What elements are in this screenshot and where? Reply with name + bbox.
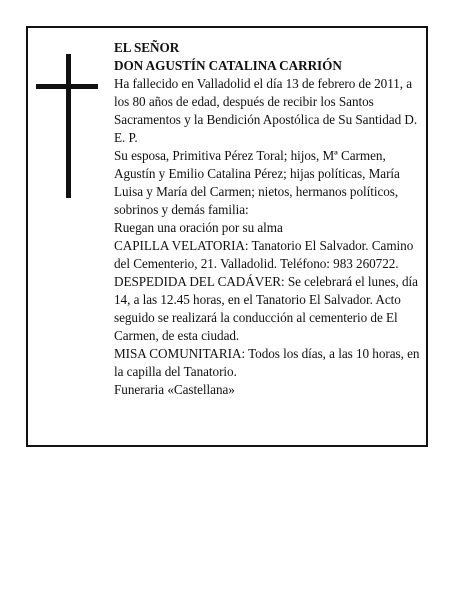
family-paragraph: Su esposa, Primitiva Pérez Toral; hijos, Mª Carmen, Agustín y Emilio Catalina Pérez; hijas políticas, María Luisa y María del Carmen; nietos, hermanos políticos, sobrinos y demás familia: (114, 148, 400, 217)
wake-location-paragraph: CAPILLA VELATORIA: Tanatorio El Salvador. Camino del Cementerio, 21. Valladolid. Teléfono: 983 260722. (114, 238, 414, 271)
latin-cross-icon (36, 54, 98, 198)
obituary-text (114, 39, 422, 399)
mass-paragraph: MISA COMUNITARIA: Todos los días, a las 10 horas, en la capilla del Tanatorio. (114, 346, 420, 379)
prayer-request-paragraph: Ruegan una oración por su alma (114, 220, 283, 235)
funeral-home-paragraph: Funeraria «Castellana» (114, 382, 235, 397)
deceased-name: DON AGUSTÍN CATALINA CARRIÓN (114, 58, 342, 73)
cross-horizontal-bar (36, 84, 98, 89)
deceased-title: EL SEÑOR (114, 40, 180, 55)
cross-vertical-bar (66, 54, 71, 198)
farewell-paragraph: DESPEDIDA DEL CADÁVER: Se celebrará el lunes, día 14, a las 12.45 horas, en el Tanatorio El Salvador. Acto seguido se realizará la conducción al cementerio de El Carmen, de esta ciudad. (114, 274, 418, 343)
death-announcement-paragraph: Ha fallecido en Valladolid el día 13 de febrero de 2011, a los 80 años de edad, después de recibir los Santos Sacramentos y la Bendición Apostólica de Su Santidad D. E. P. (114, 76, 418, 145)
